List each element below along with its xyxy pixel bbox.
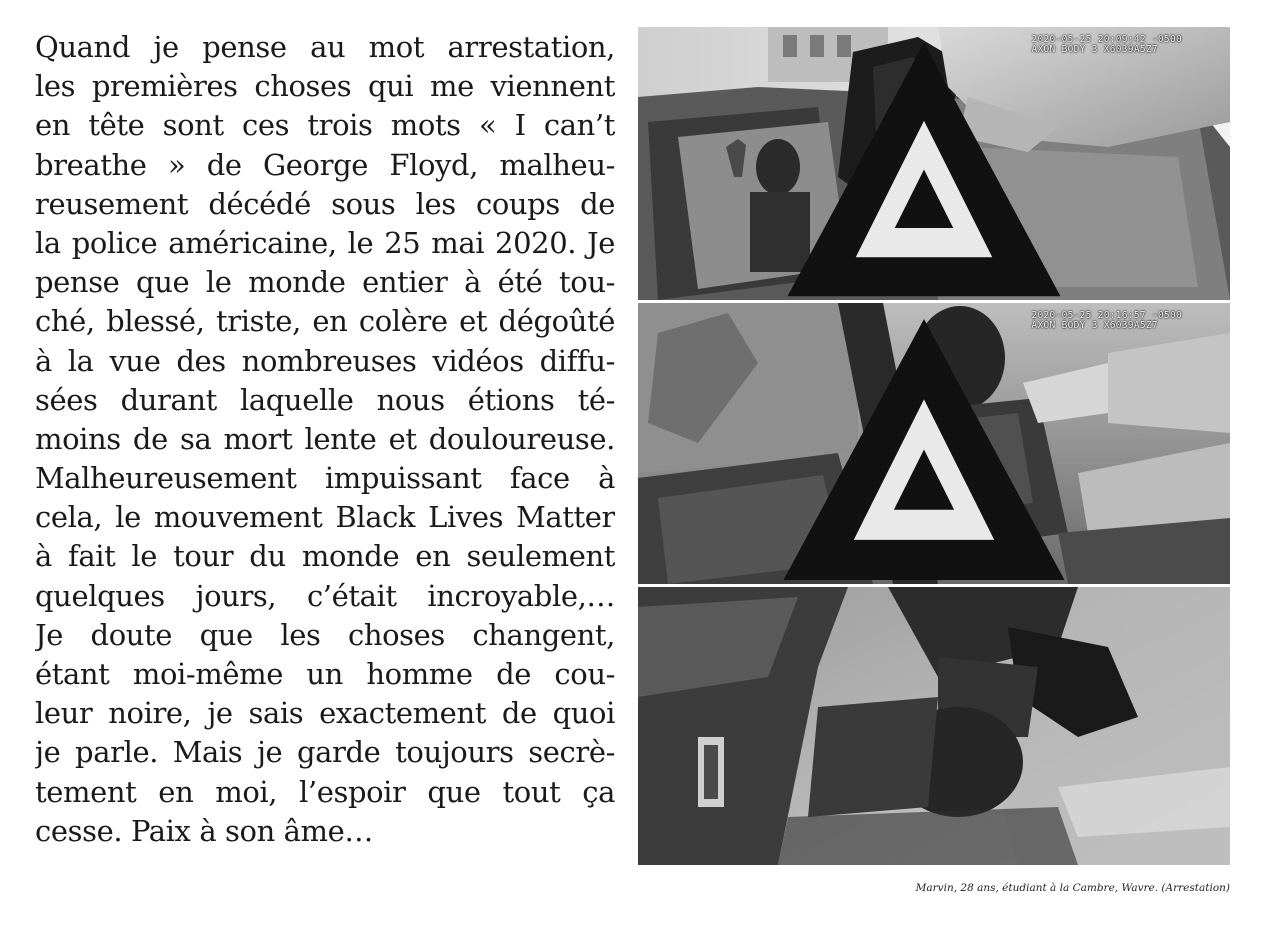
article-line: en tête sont ces trois mots « I can’t bbox=[35, 108, 615, 143]
photo-ground-image bbox=[638, 587, 1230, 865]
article-line: la police américaine, le 25 mai 2020. Je bbox=[35, 225, 615, 260]
photo-stack bbox=[638, 27, 1230, 865]
article-line: quelques jours, c’était incroyable,… bbox=[35, 578, 615, 613]
article-line: étant moi-même un homme de cou- bbox=[35, 657, 615, 691]
article-line: pense que le monde entier à été tou- bbox=[35, 265, 615, 300]
article-line: à fait le tour du monde en seulement bbox=[35, 539, 615, 574]
bodycam-device-text: AXON BODY 3 X6039A5Z7 bbox=[1031, 320, 1158, 331]
article-line: les premières choses qui me viennent bbox=[35, 69, 615, 104]
article-line: tement en moi, l’espoir que tout ça bbox=[35, 774, 615, 809]
bodycam-photo-removal bbox=[638, 303, 1230, 584]
article-line: moins de sa mort lente et douloureuse. bbox=[35, 421, 615, 456]
bodycam-photo-car-window bbox=[638, 27, 1230, 300]
article-line: reusement décédé sous les coups de bbox=[35, 186, 615, 221]
article-line: Je doute que les choses changent, bbox=[35, 617, 615, 652]
article-line: je parle. Mais je garde toujours secrè- bbox=[35, 735, 615, 770]
bodycam-photo-ground bbox=[638, 587, 1230, 865]
article-line: Quand je pense au mot arrestation, bbox=[35, 30, 615, 64]
article-line: à la vue des nombreuses vidéos diffu- bbox=[35, 343, 615, 378]
article-body bbox=[35, 28, 615, 851]
article-line: breathe » de George Floyd, malheu- bbox=[35, 147, 615, 182]
article-line: cesse. Paix à son âme… bbox=[35, 813, 374, 848]
article-line: Malheureusement impuissant face à bbox=[35, 461, 615, 496]
bodycam-device-text: AXON BODY 3 X6039A5Z7 bbox=[1031, 44, 1158, 55]
article-line: leur noire, je sais exactement de quoi bbox=[35, 696, 615, 731]
article-line: ché, blessé, triste, en colère et dégoûté bbox=[35, 304, 615, 339]
bodycam-timestamp-text: 2020-05-25 20:16:57 -0500 bbox=[1031, 310, 1182, 321]
axon-triangle-icon bbox=[638, 309, 1220, 584]
photo-caption: Marvin, 28 ans, étudiant à la Cambre, Wavre. (Arrestation) bbox=[915, 882, 1230, 894]
article-line: cela, le mouvement Black Lives Matter bbox=[35, 500, 615, 535]
bodycam-timestamp-text: 2020-05-25 20:09:42 -0500 bbox=[1031, 34, 1182, 45]
axon-triangle-icon bbox=[638, 33, 1220, 300]
article-line: sées durant laquelle nous étions té- bbox=[35, 382, 615, 417]
